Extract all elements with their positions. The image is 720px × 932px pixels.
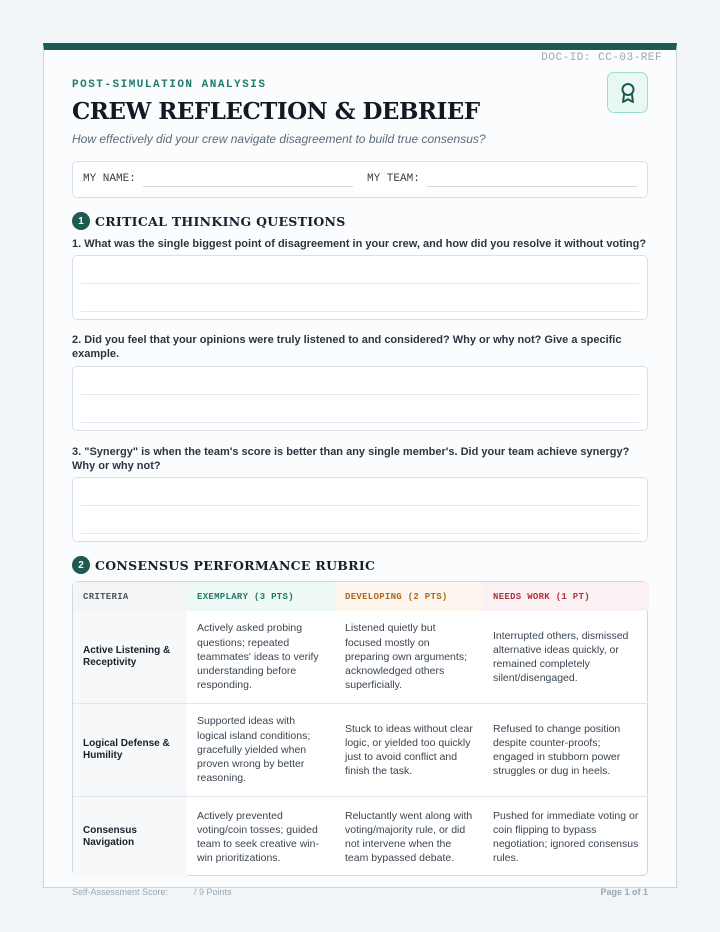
cell-needs-work: Pushed for immediate voting or coin flipping to bypass negotiation; ignored consensus rules. xyxy=(493,809,639,865)
cell-exemplary: Supported ideas with logical island conditions; gracefully yielded when proven wrong by better reasoning. xyxy=(197,715,311,785)
cell-developing: Listened quietly but focused mostly on preparing own arguments; acknowledged others superficially. xyxy=(345,622,467,692)
cell-developing: Stuck to ideas without clear logic, or yielded too quickly just to avoid conflict and finish the task. xyxy=(345,722,473,778)
answer-box-1[interactable] xyxy=(72,255,648,320)
table-row xyxy=(73,611,649,704)
section-number-badge: 1 xyxy=(72,212,90,230)
page-number: Page 1 of 1 xyxy=(600,887,648,897)
page-subtitle: How effectively did your crew navigate disagreement to build true consensus? xyxy=(72,132,486,146)
doc-id: DOC-ID: CC-03-REF xyxy=(541,52,662,64)
header-exemplary: EXEMPLARY (3 PTS) xyxy=(187,582,335,611)
header-developing: DEVELOPING (2 PTS) xyxy=(335,582,483,611)
student-info-box xyxy=(72,161,648,198)
header-needs-work: NEEDS WORK (1 PT) xyxy=(483,582,649,611)
cell-exemplary: Actively prevented voting/coin tosses; guided team to seek creative win-win prioritizations. xyxy=(197,809,319,865)
cell-needs-work: Interrupted others, dismissed alternative ideas quickly, or remained completely silent/disengaged. xyxy=(493,629,629,685)
table-row xyxy=(73,797,649,877)
rubric-header-row xyxy=(73,582,649,611)
question-2: 2. Did you feel that your opinions were truly listened to and considered? Why or why not? Give a specific example. xyxy=(72,334,622,360)
answer-box-3[interactable] xyxy=(72,477,648,542)
cell-developing: Reluctantly went along with voting/majority rule, or did not intervene when the team bypassed debate. xyxy=(345,809,473,865)
team-field[interactable] xyxy=(427,186,637,187)
question-1: 1. What was the single biggest point of disagreement in your crew, and how did you resolve it without voting? xyxy=(72,238,647,250)
score-value: / 9 Points xyxy=(194,887,232,897)
award-ribbon-icon xyxy=(607,72,648,113)
cell-needs-work: Refused to change position despite counter-proofs; engaged in stubborn power struggles or dug in heels. xyxy=(493,722,621,778)
cell-exemplary: Actively asked probing questions; repeated teammates' ideas to verify understanding before responding. xyxy=(197,622,319,692)
table-row xyxy=(73,704,649,797)
team-label: MY TEAM: xyxy=(367,173,420,185)
name-field[interactable] xyxy=(143,186,353,187)
section-title: CRITICAL THINKING QUESTIONS xyxy=(95,213,346,229)
row-criteria: Active Listening & Receptivity xyxy=(73,611,187,703)
page-title: CREW REFLECTION & DEBRIEF xyxy=(72,98,480,125)
worksheet-page xyxy=(43,43,677,897)
question-3: 3. "Synergy" is when the team's score is better than any single member's. Did your team achieve synergy? Why or why not? xyxy=(72,446,630,472)
answer-box-2[interactable] xyxy=(72,366,648,431)
section-number-badge: 2 xyxy=(72,556,90,574)
row-criteria: Logical Defense & Humility xyxy=(73,704,187,796)
score-label: Self-Assessment Score: xyxy=(72,887,169,897)
rubric-table xyxy=(72,581,648,876)
header-criteria: CRITERIA xyxy=(73,582,187,611)
name-label: MY NAME: xyxy=(83,173,136,185)
section-2-heading xyxy=(72,556,375,574)
eyebrow-label: POST-SIMULATION ANALYSIS xyxy=(72,79,267,91)
row-criteria: Consensus Navigation xyxy=(73,797,187,877)
section-title: CONSENSUS PERFORMANCE RUBRIC xyxy=(95,557,376,573)
section-1-heading xyxy=(72,212,346,230)
